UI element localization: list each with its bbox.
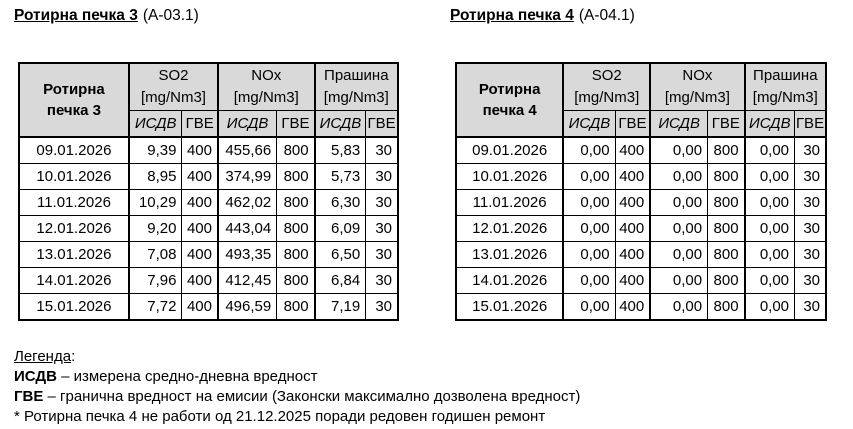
table-row bbox=[19, 268, 398, 294]
isdv-value-cell: 7,19 bbox=[315, 294, 366, 321]
kiln4-title-text: Ротирна печка 4 bbox=[450, 7, 574, 24]
pollutant-group-header: NOx [mg/Nm3] bbox=[218, 63, 315, 111]
isdv-value-cell: 0,00 bbox=[650, 216, 707, 242]
subheader-isdv: ИСДВ bbox=[218, 111, 277, 138]
isdv-value-cell: 5,73 bbox=[315, 164, 366, 190]
date-cell: 12.01.2026 bbox=[19, 216, 129, 242]
gve-value-cell: 800 bbox=[708, 268, 745, 294]
table-row bbox=[456, 137, 826, 164]
legend-line-isdv bbox=[14, 367, 844, 387]
date-cell: 15.01.2026 bbox=[456, 294, 563, 321]
gve-value-cell: 800 bbox=[277, 190, 315, 216]
gve-value-cell: 400 bbox=[615, 242, 650, 268]
gve-value-cell: 800 bbox=[277, 216, 315, 242]
gve-value-cell: 30 bbox=[795, 137, 826, 164]
gve-value-cell: 400 bbox=[615, 190, 650, 216]
gve-value-cell: 30 bbox=[366, 137, 398, 164]
gve-value-cell: 800 bbox=[708, 294, 745, 321]
legend-term-isdv: ИСДВ bbox=[14, 368, 57, 385]
isdv-value-cell: 9,39 bbox=[129, 137, 182, 164]
isdv-value-cell: 6,84 bbox=[315, 268, 366, 294]
subheader-isdv: ИСДВ bbox=[129, 111, 182, 138]
gve-value-cell: 30 bbox=[366, 242, 398, 268]
legend bbox=[14, 347, 844, 427]
table-row bbox=[19, 137, 398, 164]
date-cell: 13.01.2026 bbox=[19, 242, 129, 268]
isdv-value-cell: 9,20 bbox=[129, 216, 182, 242]
gve-value-cell: 30 bbox=[795, 164, 826, 190]
date-cell: 14.01.2026 bbox=[19, 268, 129, 294]
isdv-value-cell: 0,00 bbox=[745, 216, 795, 242]
isdv-value-cell: 5,83 bbox=[315, 137, 366, 164]
date-cell: 09.01.2026 bbox=[19, 137, 129, 164]
isdv-value-cell: 0,00 bbox=[563, 190, 615, 216]
gve-value-cell: 400 bbox=[182, 294, 218, 321]
date-cell: 10.01.2026 bbox=[19, 164, 129, 190]
isdv-value-cell: 0,00 bbox=[650, 137, 707, 164]
kiln4-title bbox=[450, 7, 635, 25]
isdv-value-cell: 0,00 bbox=[563, 294, 615, 321]
isdv-value-cell: 0,00 bbox=[745, 268, 795, 294]
subheader-gve: ГВЕ bbox=[366, 111, 398, 138]
gve-value-cell: 30 bbox=[366, 164, 398, 190]
subheader-isdv: ИСДВ bbox=[563, 111, 615, 138]
date-cell: 15.01.2026 bbox=[19, 294, 129, 321]
isdv-value-cell: 6,50 bbox=[315, 242, 366, 268]
isdv-value-cell: 6,09 bbox=[315, 216, 366, 242]
table-row bbox=[19, 164, 398, 190]
table-row bbox=[456, 164, 826, 190]
gve-value-cell: 400 bbox=[615, 164, 650, 190]
subheader-gve: ГВЕ bbox=[182, 111, 218, 138]
gve-value-cell: 800 bbox=[708, 164, 745, 190]
isdv-value-cell: 0,00 bbox=[650, 242, 707, 268]
gve-value-cell: 800 bbox=[708, 242, 745, 268]
kiln3-title-text: Ротирна печка 3 bbox=[14, 7, 138, 24]
table-row bbox=[19, 294, 398, 321]
gve-value-cell: 800 bbox=[277, 164, 315, 190]
legend-heading-colon: : bbox=[71, 348, 76, 365]
isdv-value-cell: 10,29 bbox=[129, 190, 182, 216]
gve-value-cell: 30 bbox=[795, 190, 826, 216]
isdv-value-cell: 7,08 bbox=[129, 242, 182, 268]
gve-value-cell: 400 bbox=[182, 216, 218, 242]
isdv-value-cell: 443,04 bbox=[218, 216, 277, 242]
table-row bbox=[456, 242, 826, 268]
table-row bbox=[19, 242, 398, 268]
isdv-value-cell: 0,00 bbox=[650, 164, 707, 190]
table-row bbox=[456, 268, 826, 294]
gve-value-cell: 400 bbox=[182, 137, 218, 164]
isdv-value-cell: 0,00 bbox=[563, 137, 615, 164]
date-cell: 12.01.2026 bbox=[456, 216, 563, 242]
date-cell: 09.01.2026 bbox=[456, 137, 563, 164]
gve-value-cell: 800 bbox=[708, 190, 745, 216]
gve-value-cell: 400 bbox=[182, 268, 218, 294]
kiln3-title bbox=[14, 7, 199, 25]
legend-heading-text: Легенда bbox=[14, 348, 72, 365]
gve-value-cell: 800 bbox=[277, 242, 315, 268]
kiln4-title-code: (А-04.1) bbox=[578, 7, 635, 24]
isdv-value-cell: 0,00 bbox=[745, 242, 795, 268]
subheader-gve: ГВЕ bbox=[795, 111, 826, 138]
gve-value-cell: 400 bbox=[182, 164, 218, 190]
legend-line-note bbox=[14, 407, 844, 427]
legend-heading bbox=[14, 347, 844, 367]
legend-text-isdv: – измерена средно-дневна вредност bbox=[56, 368, 318, 385]
legend-term-gve: ГВЕ bbox=[14, 388, 44, 405]
gve-value-cell: 30 bbox=[366, 294, 398, 321]
legend-line-gve bbox=[14, 387, 844, 407]
isdv-value-cell: 8,95 bbox=[129, 164, 182, 190]
gve-value-cell: 800 bbox=[277, 137, 315, 164]
table-row bbox=[456, 190, 826, 216]
subheader-gve: ГВЕ bbox=[708, 111, 745, 138]
gve-value-cell: 30 bbox=[366, 190, 398, 216]
gve-value-cell: 800 bbox=[277, 294, 315, 321]
pollutant-group-header: Прашина [mg/Nm3] bbox=[315, 63, 398, 111]
table-row bbox=[456, 216, 826, 242]
isdv-value-cell: 0,00 bbox=[745, 164, 795, 190]
emissions-table bbox=[18, 62, 399, 321]
gve-value-cell: 30 bbox=[795, 268, 826, 294]
isdv-value-cell: 0,00 bbox=[745, 190, 795, 216]
gve-value-cell: 30 bbox=[366, 216, 398, 242]
isdv-value-cell: 455,66 bbox=[218, 137, 277, 164]
gve-value-cell: 30 bbox=[795, 216, 826, 242]
gve-value-cell: 400 bbox=[615, 268, 650, 294]
isdv-value-cell: 0,00 bbox=[563, 164, 615, 190]
isdv-value-cell: 7,72 bbox=[129, 294, 182, 321]
isdv-value-cell: 7,96 bbox=[129, 268, 182, 294]
subheader-isdv: ИСДВ bbox=[745, 111, 795, 138]
isdv-value-cell: 0,00 bbox=[563, 268, 615, 294]
date-cell: 11.01.2026 bbox=[19, 190, 129, 216]
isdv-value-cell: 0,00 bbox=[563, 216, 615, 242]
isdv-value-cell: 0,00 bbox=[650, 294, 707, 321]
pollutant-group-header: Прашина [mg/Nm3] bbox=[745, 63, 826, 111]
kiln3-title-code: (А-03.1) bbox=[142, 7, 199, 24]
emissions-table-kiln4 bbox=[455, 62, 827, 321]
gve-value-cell: 800 bbox=[708, 216, 745, 242]
gve-value-cell: 800 bbox=[708, 137, 745, 164]
gve-value-cell: 800 bbox=[277, 268, 315, 294]
legend-text-note: * Ротирна печка 4 не работи од 21.12.2025 поради редовен годишен ремонт bbox=[14, 408, 546, 425]
kiln-label: Ротирна печка 3 bbox=[19, 63, 129, 137]
table-row bbox=[456, 294, 826, 321]
isdv-value-cell: 496,59 bbox=[218, 294, 277, 321]
subheader-isdv: ИСДВ bbox=[650, 111, 707, 138]
date-cell: 11.01.2026 bbox=[456, 190, 563, 216]
isdv-value-cell: 374,99 bbox=[218, 164, 277, 190]
gve-value-cell: 400 bbox=[615, 137, 650, 164]
isdv-value-cell: 0,00 bbox=[650, 190, 707, 216]
gve-value-cell: 400 bbox=[615, 294, 650, 321]
isdv-value-cell: 0,00 bbox=[563, 242, 615, 268]
date-cell: 13.01.2026 bbox=[456, 242, 563, 268]
pollutant-group-header: SO2 [mg/Nm3] bbox=[563, 63, 650, 111]
emissions-table-kiln3 bbox=[18, 62, 399, 321]
isdv-value-cell: 0,00 bbox=[745, 294, 795, 321]
isdv-value-cell: 0,00 bbox=[650, 268, 707, 294]
gve-value-cell: 400 bbox=[615, 216, 650, 242]
emissions-table bbox=[455, 62, 827, 321]
table-row bbox=[19, 216, 398, 242]
kiln-label: Ротирна печка 4 bbox=[456, 63, 563, 137]
gve-value-cell: 400 bbox=[182, 190, 218, 216]
subheader-isdv: ИСДВ bbox=[315, 111, 366, 138]
isdv-value-cell: 462,02 bbox=[218, 190, 277, 216]
isdv-value-cell: 412,45 bbox=[218, 268, 277, 294]
isdv-value-cell: 493,35 bbox=[218, 242, 277, 268]
legend-text-gve: – гранична вредност на емисии (Законски максимално дозволена вредност) bbox=[43, 388, 581, 405]
subheader-gve: ГВЕ bbox=[277, 111, 315, 138]
pollutant-group-header: SO2 [mg/Nm3] bbox=[129, 63, 218, 111]
table-row bbox=[19, 190, 398, 216]
gve-value-cell: 400 bbox=[182, 242, 218, 268]
subheader-gve: ГВЕ bbox=[615, 111, 650, 138]
gve-value-cell: 30 bbox=[795, 242, 826, 268]
date-cell: 10.01.2026 bbox=[456, 164, 563, 190]
isdv-value-cell: 6,30 bbox=[315, 190, 366, 216]
isdv-value-cell: 0,00 bbox=[745, 137, 795, 164]
pollutant-group-header: NOx [mg/Nm3] bbox=[650, 63, 744, 111]
gve-value-cell: 30 bbox=[795, 294, 826, 321]
date-cell: 14.01.2026 bbox=[456, 268, 563, 294]
gve-value-cell: 30 bbox=[366, 268, 398, 294]
